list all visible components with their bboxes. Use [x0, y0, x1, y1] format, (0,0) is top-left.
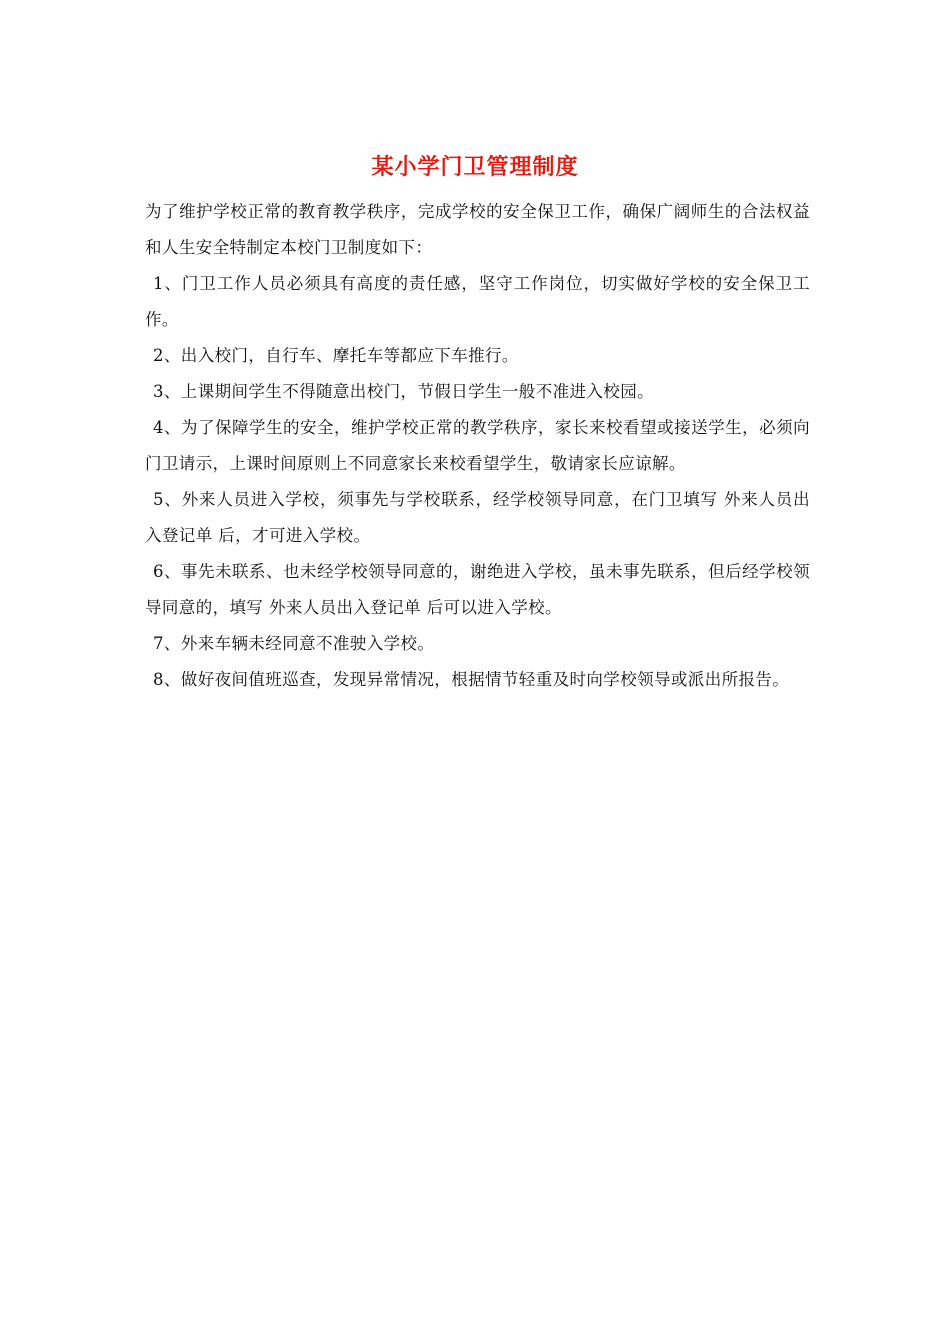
rule-item-2: 2、出入校门，自行车、摩托车等都应下车推行。: [153, 346, 519, 365]
document-body: [145, 194, 810, 698]
rule-item-6: 6、事先未联系、也未经学校领导同意的，谢绝进入学校，虽未事先联系，但后经学校领导同意的，填写 外来人员出入登记单 后可以进入学校。: [145, 562, 810, 617]
intro-paragraph: 为了维护学校正常的教育教学秩序，完成学校的安全保卫工作，确保广阔师生的合法权益和人生安全特制定本校门卫制度如下：: [145, 202, 810, 257]
rule-item-5: 5、外来人员进入学校，须事先与学校联系，经学校领导同意，在门卫填写 外来人员出入登记单 后，才可进入学校。: [145, 490, 810, 545]
rule-item-8: 8、做好夜间值班巡查，发现异常情况，根据情节轻重及时向学校领导或派出所报告。: [153, 670, 790, 689]
rule-item-4: 4、为了保障学生的安全，维护学校正常的教学秩序，家长来校看望或接送学生，必须向门卫请示，上课时间原则上不同意家长来校看望学生，敬请家长应谅解。: [145, 418, 810, 473]
document-title: 某小学门卫管理制度: [371, 155, 579, 180]
rule-item-7: 7、外来车辆未经同意不准驶入学校。: [153, 634, 435, 653]
rule-item-1: 1、门卫工作人员必须具有高度的责任感，坚守工作岗位，切实做好学校的安全保卫工作。: [145, 274, 810, 329]
rule-item-3: 3、上课期间学生不得随意出校门，节假日学生一般不准进入校园。: [153, 382, 654, 401]
